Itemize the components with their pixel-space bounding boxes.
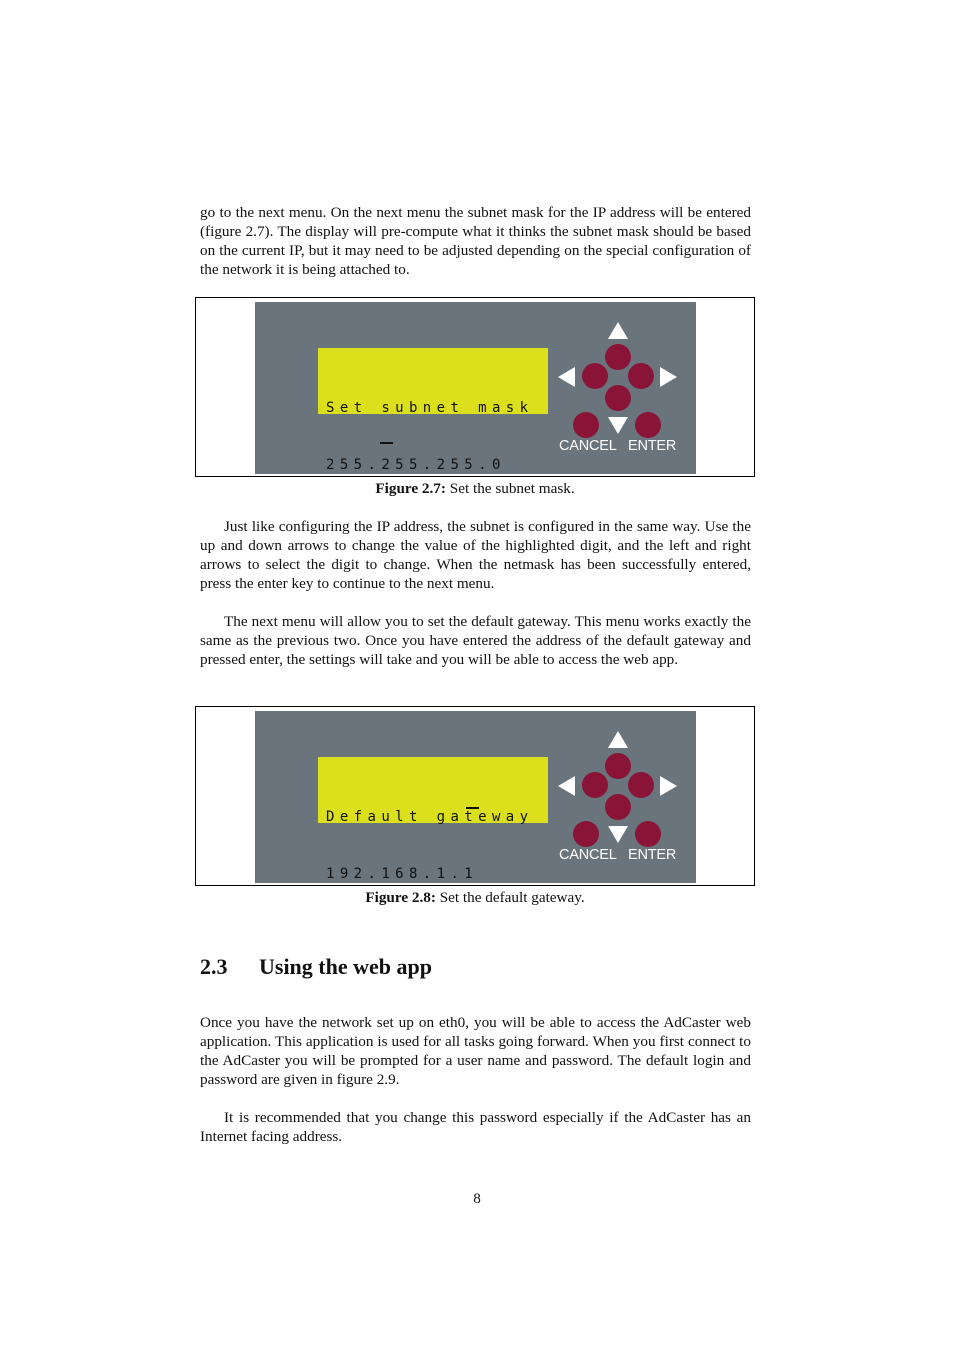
paragraph-subnet-config: Just like configuring the IP address, the subnet is configured in the same way. Use the up and down arrows to change the value of the highlighted digit, and the left and right arrows to select the digit to change. When the netmask has been successfully entered, press the enter key to continue to the next menu. (200, 518, 751, 592)
enter-button[interactable] (635, 821, 661, 847)
right-button[interactable] (628, 772, 654, 798)
device-panel (255, 711, 696, 883)
lcd-line-1: Default gateway (326, 809, 534, 825)
arrow-left-icon[interactable] (558, 367, 575, 387)
arrow-up-icon[interactable] (608, 731, 628, 748)
arrow-down-icon[interactable] (608, 826, 628, 843)
lcd-display (318, 757, 548, 882)
cancel-button[interactable] (573, 412, 599, 438)
left-button[interactable] (582, 772, 608, 798)
arrow-left-icon[interactable] (558, 776, 575, 796)
up-button[interactable] (605, 753, 631, 779)
lcd-line-2: 192.168.1.1 (326, 866, 479, 882)
down-button[interactable] (605, 794, 631, 820)
cancel-label: CANCEL (559, 438, 617, 454)
left-button[interactable] (582, 363, 608, 389)
enter-label: ENTER (628, 438, 677, 454)
caption-text: Set the subnet mask. (445, 480, 575, 497)
section-number: 2.3 (200, 954, 228, 979)
page-number: 8 (473, 1190, 481, 1207)
paragraph-password: It is recommended that you change this password especially if the AdCaster has an Internet facing address. (200, 1109, 751, 1145)
device-panel (255, 302, 696, 474)
right-button[interactable] (628, 363, 654, 389)
lcd-cursor (380, 442, 393, 444)
section-heading (200, 953, 432, 981)
figure-caption-2-8 (195, 888, 755, 907)
lcd-line-2: 255.255.255.0 (326, 457, 506, 473)
lcd-line-1: Set subnet mask (326, 400, 534, 416)
figure-default-gateway (195, 706, 755, 886)
paragraph-web-app: Once you have the network set up on eth0, you will be able to access the AdCaster web application. This application is used for all tasks going forward. When you first connect to the AdCaster you will be prompted for a user name and password. The default login and password are given in figure 2.9. (200, 1014, 751, 1088)
arrow-right-icon[interactable] (660, 776, 677, 796)
figure-subnet-mask (195, 297, 755, 477)
enter-label: ENTER (628, 847, 677, 863)
paragraph-subnet-intro: go to the next menu. On the next menu the subnet mask for the IP address will be entered (figure 2.7). The display will pre-compute what it thinks the subnet mask should be based on the current IP, but it may need to be adjusted depending on the special configuration of the network it is being attached to. (200, 204, 751, 278)
cancel-button[interactable] (573, 821, 599, 847)
figure-caption-2-7 (195, 479, 755, 498)
caption-text: Set the default gateway. (435, 889, 585, 906)
down-button[interactable] (605, 385, 631, 411)
arrow-right-icon[interactable] (660, 367, 677, 387)
caption-label: Figure 2.7: (375, 480, 446, 497)
up-button[interactable] (605, 344, 631, 370)
section-title: Using the web app (259, 954, 432, 979)
caption-label: Figure 2.8: (365, 889, 436, 906)
enter-button[interactable] (635, 412, 661, 438)
cancel-label: CANCEL (559, 847, 617, 863)
lcd-cursor (466, 807, 479, 809)
arrow-up-icon[interactable] (608, 322, 628, 339)
arrow-down-icon[interactable] (608, 417, 628, 434)
lcd-display (318, 348, 548, 473)
paragraph-gateway-intro: The next menu will allow you to set the default gateway. This menu works exactly the same as the previous two. Once you have entered the address of the default gateway and pressed enter, the settings will take and you will be able to access the web app. (200, 613, 751, 668)
